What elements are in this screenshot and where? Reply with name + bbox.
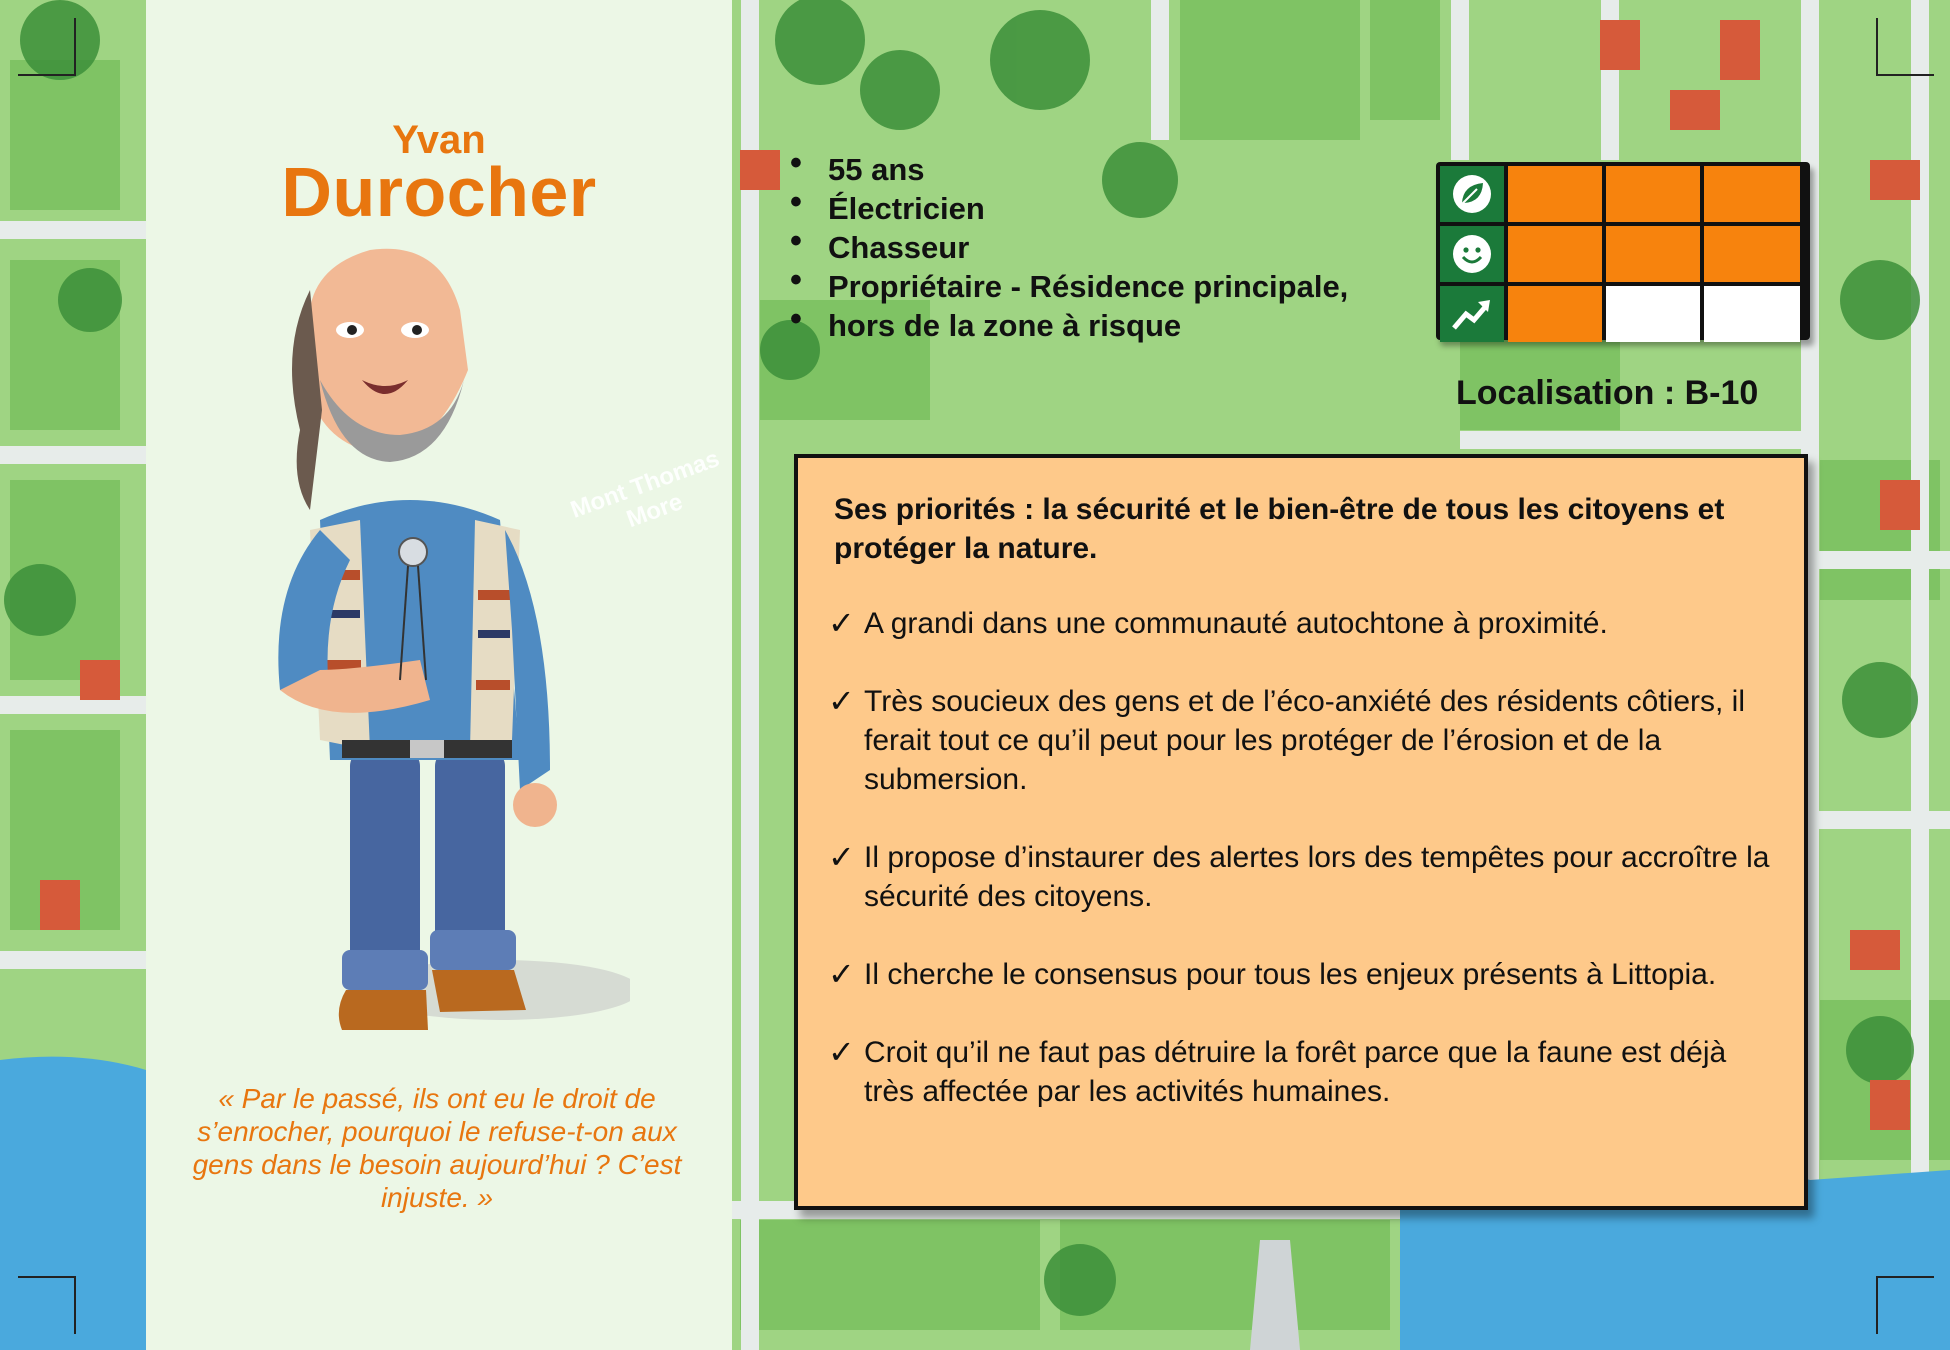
info-box xyxy=(794,454,1808,1210)
stat-cell xyxy=(1704,166,1800,222)
crop-mark-bottom-right xyxy=(1876,1276,1934,1334)
growth-arrow-icon xyxy=(1440,286,1504,342)
stat-cell xyxy=(1606,166,1700,222)
stat-cell xyxy=(1508,166,1602,222)
stat-row-environment xyxy=(1440,166,1806,222)
trait-housing-detail xyxy=(780,306,1348,345)
crop-mark-top-left xyxy=(18,18,76,76)
character-quote: « Par le passé, ils ont eu le droit de s’enrocher, pourquoi le refuse-t-on aux gens dans le besoin aujourd’hui ? C’est injuste. » xyxy=(192,1083,682,1213)
bullet-item: ✓ Il propose d’instaurer des alertes lors des tempêtes pour accroître la sécurité des citoyens. xyxy=(828,838,1778,916)
bullet-item: ✓ Très soucieux des gens et de l’éco-anxiété des résidents côtiers, il ferait tout ce qu’il peut pour les protéger de l’érosion et de la submersion. xyxy=(828,682,1778,799)
stat-cell xyxy=(1508,226,1602,282)
stat-cell xyxy=(1704,226,1800,282)
map-label: Mont Thomas More xyxy=(567,445,723,534)
location-label: Localisation : B-10 xyxy=(1456,374,1759,412)
last-name: Durocher xyxy=(281,153,597,231)
bullet-list xyxy=(828,604,1778,1150)
character-portrait xyxy=(250,230,630,1050)
crop-mark-bottom-left xyxy=(18,1276,76,1334)
stat-cell xyxy=(1508,286,1602,342)
first-name: Yvan xyxy=(392,118,486,162)
traits-list xyxy=(780,150,1348,345)
stat-cell xyxy=(1606,286,1700,342)
smiley-icon xyxy=(1440,226,1504,282)
stat-cell xyxy=(1704,286,1800,342)
crop-mark-top-right xyxy=(1876,18,1934,76)
stats-grid xyxy=(1436,162,1810,340)
stat-row-economy xyxy=(1440,286,1806,342)
stat-cell xyxy=(1606,226,1700,282)
trait-age: • 55 ans xyxy=(780,150,1348,189)
bullet-item: ✓ Croit qu’il ne faut pas détruire la forêt parce que la faune est déjà très affectée par les activités humaines. xyxy=(828,1033,1778,1111)
trait-job: • Électricien xyxy=(780,189,1348,228)
stat-row-wellbeing xyxy=(1440,226,1806,282)
trait-housing-detail-text: hors de la zone à risque xyxy=(828,308,1182,343)
leaf-icon xyxy=(1440,166,1504,222)
trait-hobby: • Chasseur xyxy=(780,228,1348,267)
priorities-text: Ses priorités : la sécurité et le bien-être de tous les citoyens et protéger la nature. xyxy=(834,493,1725,565)
bullet-item: ✓ Il cherche le consensus pour tous les enjeux présents à Littopia. xyxy=(828,955,1778,994)
trait-housing: • Propriétaire - Résidence principale, xyxy=(780,267,1348,306)
bullet-item: ✓ A grandi dans une communauté autochtone à proximité. xyxy=(828,604,1778,643)
